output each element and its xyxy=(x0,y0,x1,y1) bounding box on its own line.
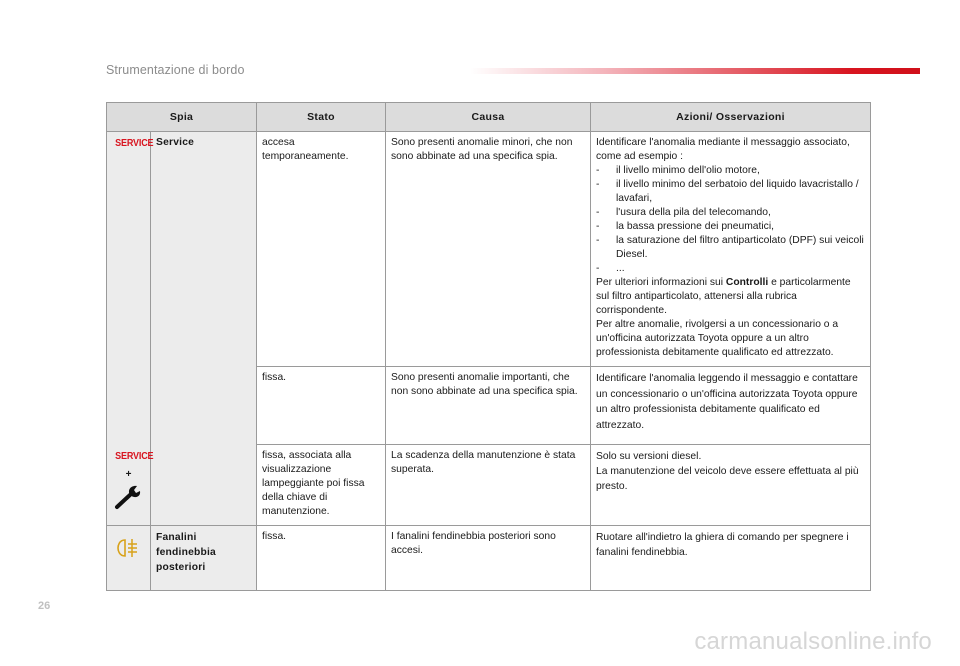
stato-cell: fissa. xyxy=(257,367,386,445)
table-header-row xyxy=(107,103,871,132)
warning-lights-table xyxy=(106,102,871,591)
service-wrench-icon-cell xyxy=(107,445,154,526)
header-accent-bar xyxy=(470,68,920,74)
stato-cell: accesa temporaneamente. xyxy=(257,132,386,367)
causa-cell: La scadenza della manutenzione è stata superata. xyxy=(386,445,591,526)
controlli-reference: Controlli xyxy=(725,277,769,288)
stato-cell: fissa, associata alla visualizzazione lampeggiante poi fissa della chiave di manutenzione. xyxy=(257,445,386,526)
causa-cell: Sono presenti anomalie importanti, che non sono abbinate ad una specifica spia. xyxy=(386,367,591,445)
spia-name-service: Service xyxy=(151,132,257,526)
azioni-text: e particolarmente sul filtro antiparticolato, attenersi alla rubrica corrispondente. xyxy=(596,277,851,316)
azioni-controlli-paragraph xyxy=(596,276,865,318)
azioni-cell: Ruotare all'indietro la ghiera di comando per spegnere i fanalini fendinebbia. xyxy=(591,526,871,591)
azioni-text: Per ulteriori informazioni sui xyxy=(596,277,726,288)
column-header-azioni: Azioni/ Osservazioni xyxy=(591,103,871,132)
rear-fog-light-icon xyxy=(114,536,144,560)
column-header-spia: Spia xyxy=(107,103,257,132)
list-item: - l'usura della pila del telecomando, xyxy=(596,206,865,220)
azioni-cell: Identificare l'anomalia leggendo il messaggio e contattare un concessionario o un'officina autorizzata Toyota oppure un altro professionista debitamente qualificato ed attrezzato. xyxy=(591,367,871,445)
list-item: - la saturazione del filtro antiparticolato (DPF) sui veicoli Diesel. xyxy=(596,234,865,262)
plus-sign: + xyxy=(125,468,132,480)
table-row xyxy=(107,526,871,591)
column-header-causa: Causa xyxy=(386,103,591,132)
watermark: carmanualsonline.info xyxy=(694,628,932,655)
azioni-dealer-paragraph: Per altre anomalie, rivolgersi a un concessionario o a un'officina autorizzata Toyota oppure a un altro professionista debitamente qualificato ed attrezzato. xyxy=(596,319,839,358)
page-header-title: Strumentazione di bordo xyxy=(106,63,245,77)
causa-cell: Sono presenti anomalie minori, che non sono abbinate ad una specifica spia. xyxy=(386,132,591,367)
causa-cell: I fanalini fendinebbia posteriori sono accesi. xyxy=(386,526,591,591)
spia-name-fog: Fanalini fendinebbia posteriori xyxy=(151,526,257,591)
fog-icon-cell xyxy=(107,526,151,591)
page-number: 26 xyxy=(38,600,51,612)
azioni-line: Solo su versioni diesel. xyxy=(596,451,702,462)
list-item: - ... xyxy=(596,262,865,276)
wrench-icon xyxy=(114,484,144,510)
azioni-cell xyxy=(591,132,871,367)
service-icon-cell xyxy=(107,132,154,445)
azioni-list xyxy=(596,164,865,276)
list-item: - il livello minimo dell'olio motore, xyxy=(596,164,865,178)
table-row xyxy=(107,132,871,367)
service-warning-icon: SERVICE xyxy=(115,449,154,462)
list-item: - il livello minimo del serbatoio del liquido lavacristallo / lavafari, xyxy=(596,178,865,206)
azioni-cell xyxy=(591,445,871,526)
column-header-stato: Stato xyxy=(257,103,386,132)
azioni-line: La manutenzione del veicolo deve essere effettuata al più presto. xyxy=(596,466,859,492)
azioni-intro: Identificare l'anomalia mediante il messaggio associato, come ad esempio : xyxy=(596,137,850,162)
service-warning-icon: SERVICE xyxy=(115,137,154,149)
stato-cell: fissa. xyxy=(257,526,386,591)
list-item: - la bassa pressione dei pneumatici, xyxy=(596,220,865,234)
